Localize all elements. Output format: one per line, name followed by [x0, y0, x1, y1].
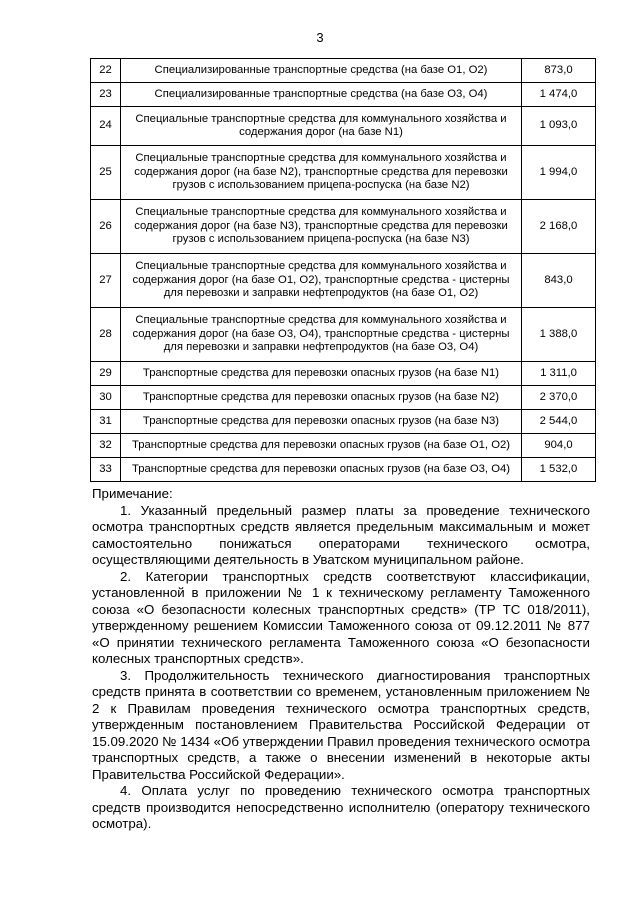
row-number: 28	[91, 308, 121, 362]
vehicle-category: Транспортные средства для перевозки опасных грузов (на базе О1, О2)	[121, 434, 522, 458]
row-number: 25	[91, 146, 121, 200]
vehicle-category: Специальные транспортные средства для коммунального хозяйства и содержания дорог (на базе О3, О4), транспортные средства - цистерны для перевозки и заправки нефтепродуктов (на базе О3, О4)	[121, 308, 522, 362]
row-number: 22	[91, 59, 121, 83]
table-row	[91, 83, 596, 107]
fee-value: 1 474,0	[522, 83, 596, 107]
table-row	[91, 362, 596, 386]
vehicle-category: Специальные транспортные средства для коммунального хозяйства и содержания дорог (на базе N3), транспортные средства для перевозки грузов с использованием прицепа-роспуска (на базе N3)	[121, 200, 522, 254]
table-row	[91, 458, 596, 482]
row-number: 29	[91, 362, 121, 386]
fee-value: 1 532,0	[522, 458, 596, 482]
vehicle-category: Специальные транспортные средства для коммунального хозяйства и содержания дорог (на базе О1, О2), транспортные средства - цистерны для перевозки и заправки нефтепродуктов (на базе О1, О2)	[121, 254, 522, 308]
table-row	[91, 146, 596, 200]
row-number: 24	[91, 107, 121, 146]
fee-value: 1 994,0	[522, 146, 596, 200]
fee-value: 904,0	[522, 434, 596, 458]
row-number: 23	[91, 83, 121, 107]
fee-value: 1 093,0	[522, 107, 596, 146]
note-paragraph: 2. Категории транспортных средств соответствуют классификации, установленной в приложении № 1 к техническому регламенту Таможенного союза «О безопасности колесных транспортных средств» (ТР ТС 018/2011), утвержденному решением Комиссии Таможенного союза от 09.12.2011 № 877 «О принятии технического регламента Таможенного союза «О безопасности колесных транспортных средств».	[92, 568, 590, 666]
vehicle-category: Транспортные средства для перевозки опасных грузов (на базе N3)	[121, 410, 522, 434]
vehicle-category: Транспортные средства для перевозки опасных грузов (на базе N1)	[121, 362, 522, 386]
vehicle-category: Специальные транспортные средства для коммунального хозяйства и содержания дорог (на базе N2), транспортные средства для перевозки грузов с использованием прицепа-роспуска (на базе N2)	[121, 146, 522, 200]
row-number: 31	[91, 410, 121, 434]
fee-value: 2 370,0	[522, 386, 596, 410]
row-number: 32	[91, 434, 121, 458]
table-row	[91, 254, 596, 308]
row-number: 26	[91, 200, 121, 254]
fee-value: 1 388,0	[522, 308, 596, 362]
table-row	[91, 200, 596, 254]
row-number: 30	[91, 386, 121, 410]
table-row	[91, 434, 596, 458]
note-paragraph: 4. Оплата услуг по проведению технического осмотра транспортных средств производится непосредственно исполнителю (оператору технического осмотра).	[92, 783, 590, 831]
table-row	[91, 308, 596, 362]
vehicle-category: Специальные транспортные средства для коммунального хозяйства и содержания дорог (на базе N1)	[121, 107, 522, 146]
note-paragraph: 3. Продолжительность технического диагностирования транспортных средств принята в соответствии со временем, установленным приложением № 2 к Правилам проведения технического осмотра транспортных средств, утвержденным постановлением Правительства Российской Федерации от 15.09.2020 № 1434 «Об утверждении Правил проведения технического осмотра транспортных средств, а также о внесении изменений в некоторые акты Правительства Российской Федерации».	[92, 667, 590, 782]
row-number: 27	[91, 254, 121, 308]
table-row	[91, 107, 596, 146]
table-row	[91, 59, 596, 83]
fee-value: 873,0	[522, 59, 596, 83]
fee-value: 2 544,0	[522, 410, 596, 434]
fee-value: 2 168,0	[522, 200, 596, 254]
page-number: 3	[316, 30, 324, 45]
vehicle-category: Транспортные средства для перевозки опасных грузов (на базе О3, О4)	[121, 458, 522, 482]
row-number: 33	[91, 458, 121, 482]
fee-table	[90, 58, 596, 482]
fee-value: 1 311,0	[522, 362, 596, 386]
vehicle-category: Специализированные транспортные средства (на базе О3, О4)	[121, 83, 522, 107]
vehicle-category: Транспортные средства для перевозки опасных грузов (на базе N2)	[121, 386, 522, 410]
table-row	[91, 410, 596, 434]
vehicle-category: Специализированные транспортные средства (на базе О1, О2)	[121, 59, 522, 83]
note-paragraph: 1. Указанный предельный размер платы за проведение технического осмотра транспортных средств является предельным максимальным и может самостоятельно понижаться операторами технического осмотра, осуществляющими деятельность в Уватском муниципальном районе.	[92, 502, 590, 567]
fee-value: 843,0	[522, 254, 596, 308]
notes-section	[92, 486, 590, 833]
table-row	[91, 386, 596, 410]
notes-title: Примечание:	[92, 486, 173, 501]
